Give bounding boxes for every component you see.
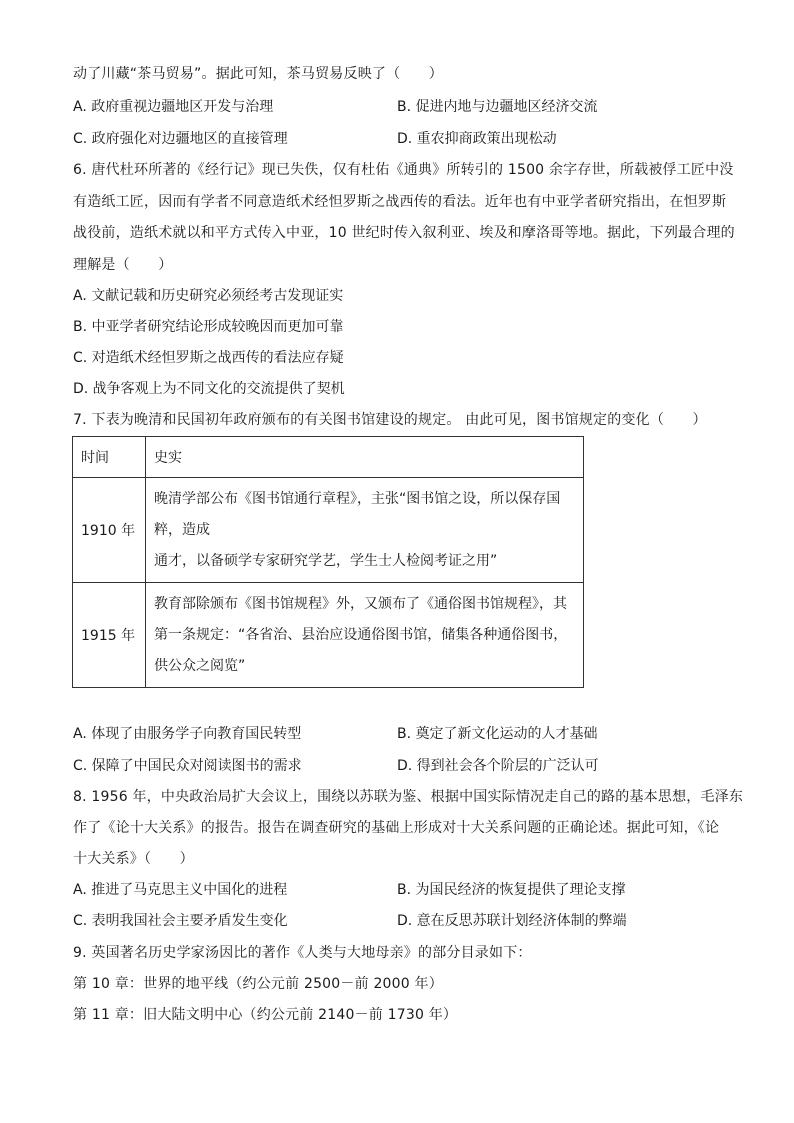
q8-stem-line-1: 8. 1956 年，中央政治局扩大会议上，围绕以苏联为鉴、根据中国实际情况走自己的路的基本思想，毛泽东: [73, 789, 744, 805]
q7-option-b: B. 奠定了新文化运动的人才基础: [397, 726, 598, 742]
q8-option-b: B. 为国民经济的恢复提供了理论支撑: [397, 882, 626, 898]
q6-option-c: C. 对造纸术经怛罗斯之战西传的看法应存疑: [73, 350, 344, 366]
q8-stem-line-2: 作了《论十大关系》的报告。报告在调查研究的基础上形成对十大关系问题的正确论述。据此可知，《论: [73, 820, 720, 836]
q8-option-a: A. 推进了马克思主义中国化的进程: [73, 882, 288, 898]
q7-history-table: [72, 436, 584, 688]
table-header-row: [73, 437, 584, 478]
q8-option-d: D. 意在反思苏联计划经济体制的弊端: [397, 913, 627, 929]
q7-stem: 7. 下表为晚清和民国初年政府颁布的有关图书馆建设的规定。 由此可见，图书馆规定的变化（ ）: [73, 412, 707, 428]
table-cell-year: 1910 年: [73, 478, 146, 583]
table-cell-line: 晚清学部公布《图书馆通行章程》，主张“图书馆之设，所以保存国: [154, 490, 561, 507]
table-row: [73, 478, 584, 583]
table-header-time: 时间: [73, 437, 146, 478]
q6-stem-line-3: 战役前，造纸术就以和平方式传入中亚，10 世纪时传入叙利亚、埃及和摩洛哥等地。据此，下列最合理的: [73, 225, 735, 241]
q7-option-a: A. 体现了由服务学子向教育国民转型: [73, 726, 302, 742]
q6-stem-line-1: 6. 唐代杜环所著的《经行记》现已失佚，仅有杜佑《通典》所转引的 1500 余字存世，所载被俘工匠中没: [73, 162, 734, 178]
q5-option-d: D. 重农抑商政策出现松动: [397, 131, 557, 147]
q9-stem: 9. 英国著名历史学家汤因比的著作《人类与大地母亲》的部分目录如下：: [73, 945, 532, 961]
q9-chapter-10: 第 10 章：世界的地平线（约公元前 2500－前 2000 年）: [73, 976, 443, 992]
q5-option-c: C. 政府强化对边疆地区的直接管理: [73, 131, 288, 147]
q6-stem-line-4: 理解是（ ）: [73, 257, 173, 273]
table-cell-line: 通才，以备硕学专家研究学艺，学生士人检阅考证之用”: [154, 552, 498, 569]
table-cell-line: 教育部除颁布《图书馆规程》外，又颁布了《通俗图书馆规程》，其: [154, 595, 567, 612]
table-cell-line: 粹，造成: [154, 521, 210, 538]
q9-chapter-11: 第 11 章：旧大陆文明中心（约公元前 2140－前 1730 年）: [73, 1007, 458, 1023]
table-cell-line: 第一条规定：“各省治、县治应设通俗图书馆，储集各种通俗图书，: [154, 626, 568, 643]
table-cell-year: 1915 年: [73, 583, 146, 688]
q6-stem-line-2: 有造纸工匠，因而有学者不同意造纸术经怛罗斯之战西传的看法。近年也有中亚学者研究指出，在怛罗斯: [73, 194, 727, 210]
q6-option-b: B. 中亚学者研究结论形成较晚因而更加可靠: [73, 319, 344, 335]
q6-option-d: D. 战争客观上为不同文化的交流提供了契机: [73, 381, 345, 397]
table-row: [73, 583, 584, 688]
table-cell-facts: [146, 583, 584, 688]
table-cell-line: 供公众之阅览”: [154, 657, 246, 674]
q7-option-c: C. 保障了中国民众对阅读图书的需求: [73, 758, 302, 774]
q7-option-d: D. 得到社会各个阶层的广泛认可: [397, 758, 599, 774]
q5-option-a: A. 政府重视边疆地区开发与治理: [73, 99, 274, 115]
q6-option-a: A. 文献记载和历史研究必须经考古发现证实: [73, 288, 344, 304]
q5-option-b: B. 促进内地与边疆地区经济交流: [397, 99, 598, 115]
q8-stem-line-3: 十大关系》（ ）: [73, 851, 194, 867]
table-header-facts: 史实: [146, 437, 584, 478]
q5-stem: 动了川藏“茶马贸易”。据此可知，茶马贸易反映了（ ）: [73, 66, 443, 82]
table-cell-facts: [146, 478, 584, 583]
q8-option-c: C. 表明我国社会主要矛盾发生变化: [73, 913, 288, 929]
